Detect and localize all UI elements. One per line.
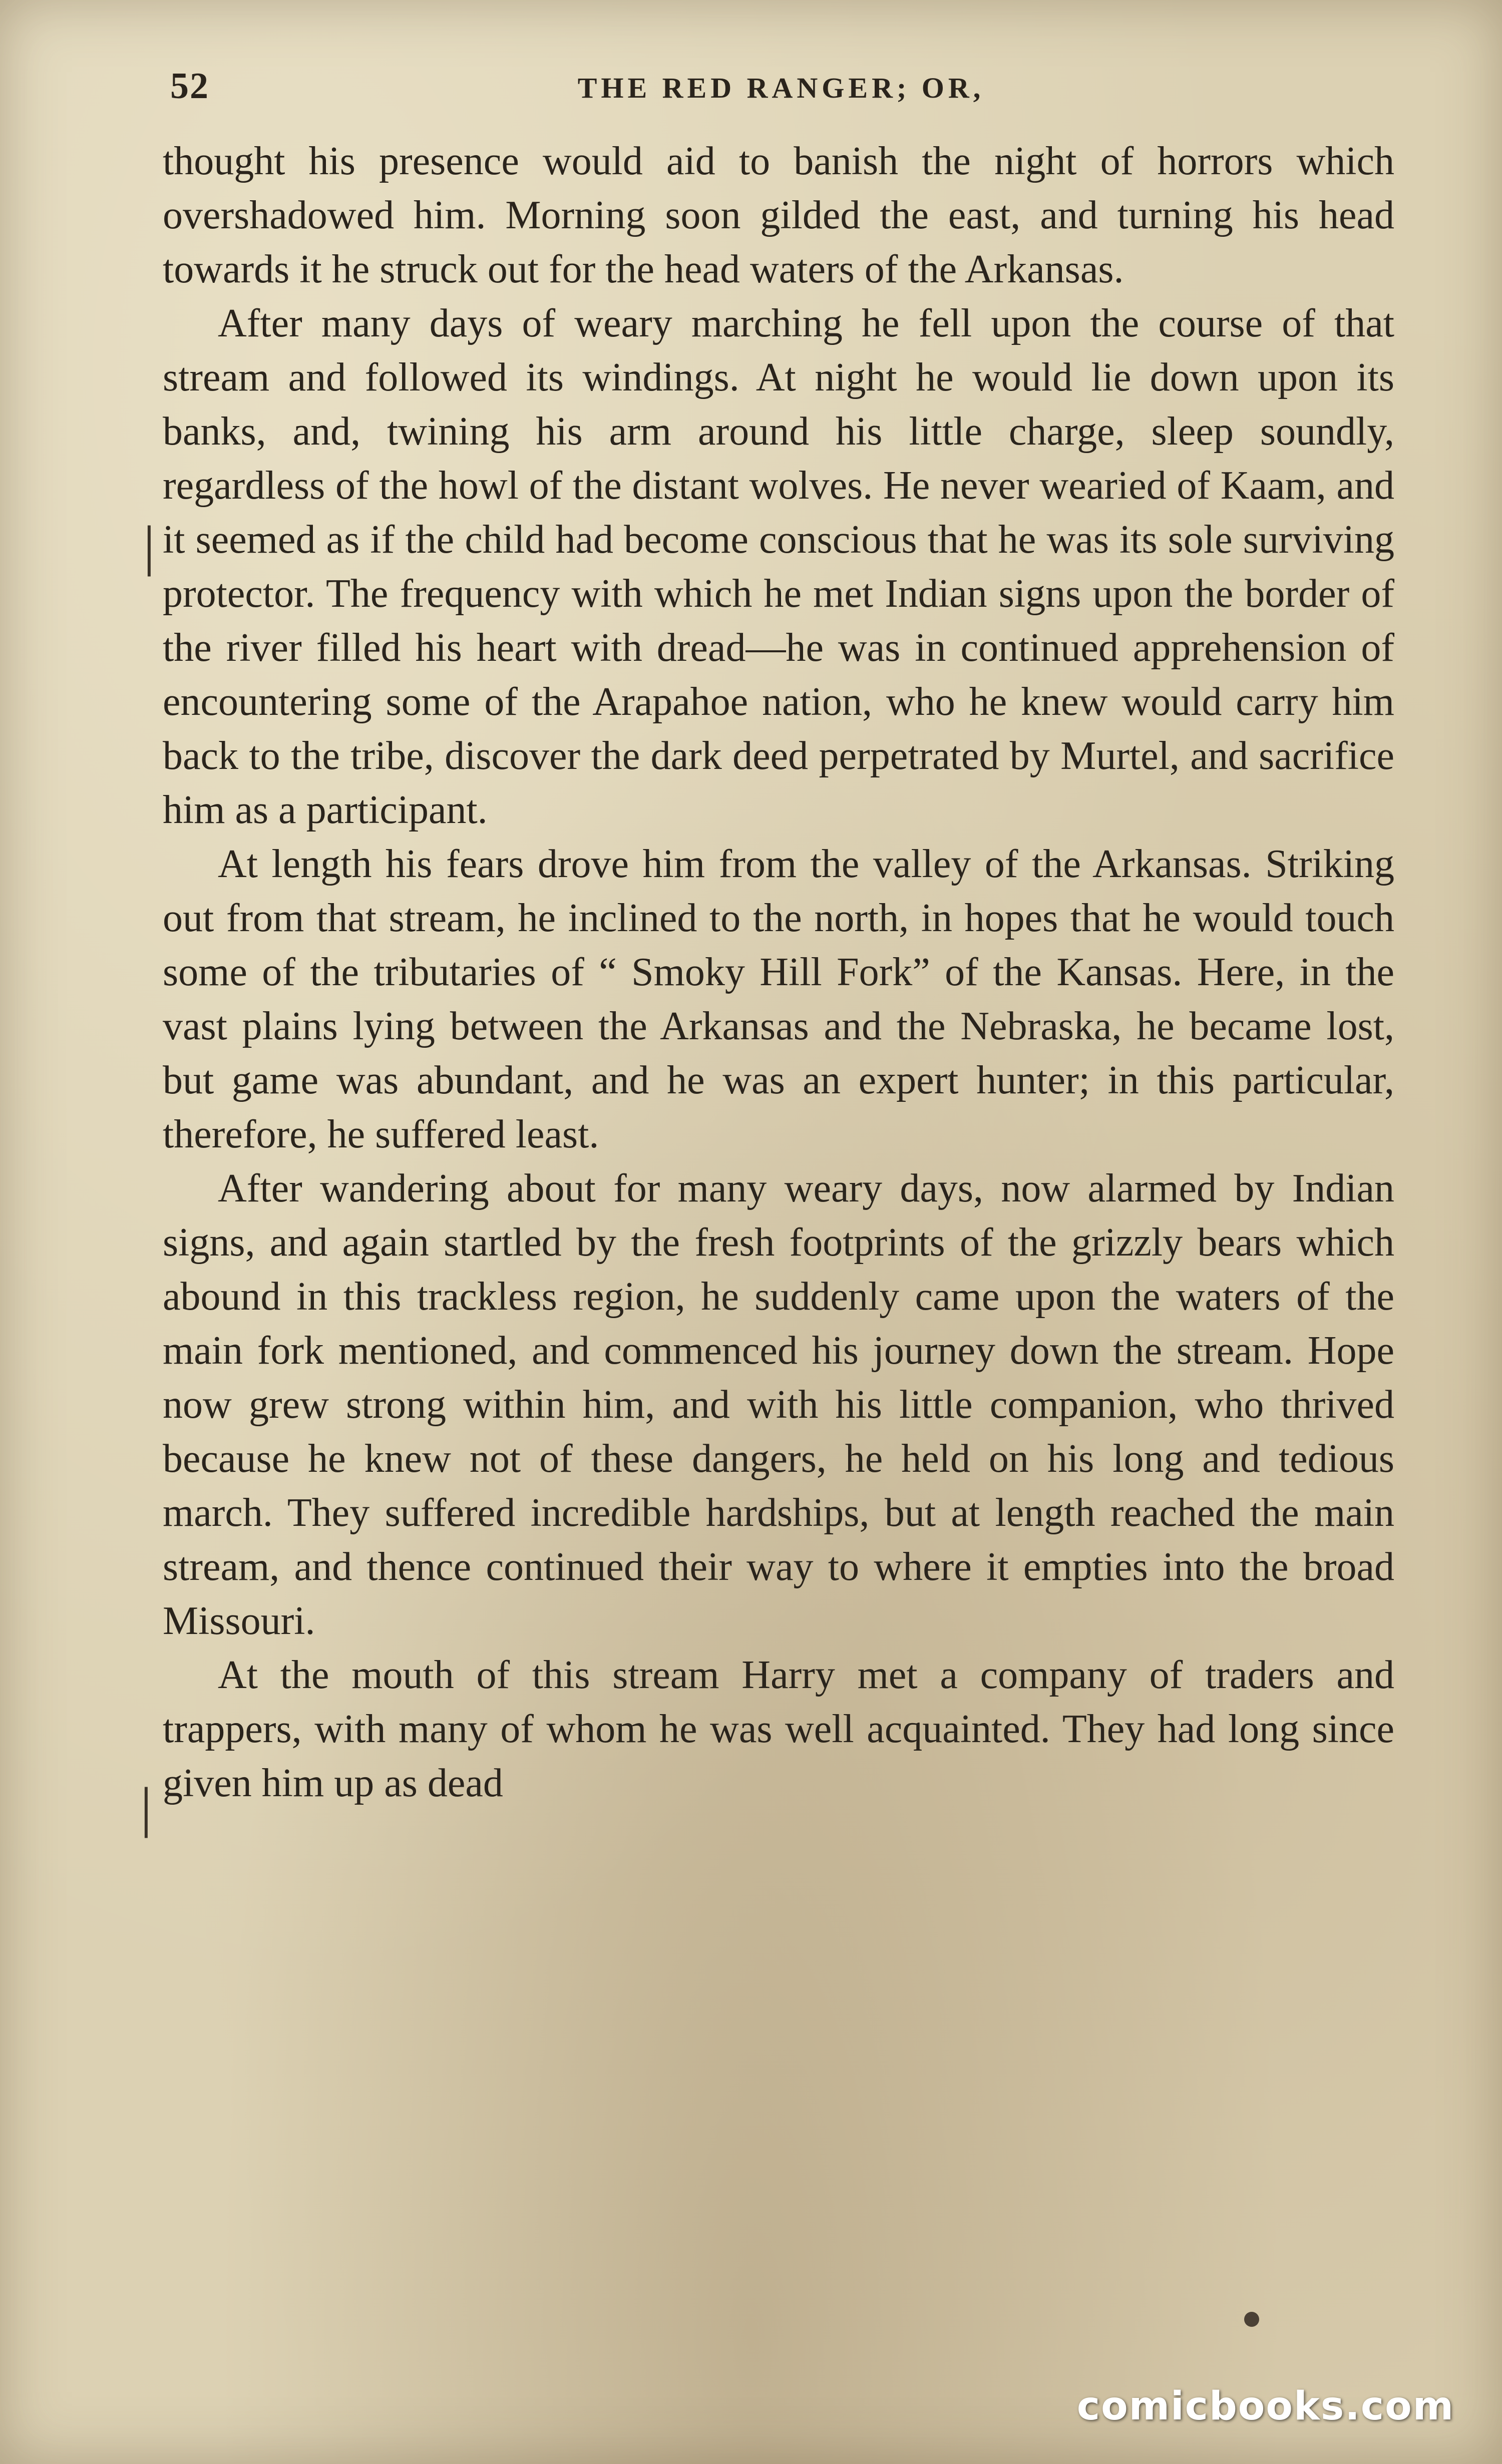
page-number: 52 <box>170 66 209 107</box>
paragraph-3: At length his fears drove him from the valley of the Arkansas. Striking out from that stream, he inclined to the north, in hopes that he would touch some of the tributaries of “ Smoky Hill Fork” of the Kansas. Here, in the vast plains lying between the Arkansas and the Nebraska, he became lost, but game was abundant, and he was an expert hunter; in this particular, therefore, he suffered least. <box>163 842 1394 1156</box>
ink-speck <box>1244 2312 1259 2327</box>
page-header <box>170 65 1392 120</box>
body-text <box>163 134 1394 1810</box>
paragraph-1: thought his presence would aid to banish the night of horrors which overshadowed him. Morning soon gilded the east, and turning his head towards it he struck out for the head waters of the Arkansas. <box>163 139 1394 291</box>
margin-pencil-mark: │ <box>131 1788 161 1835</box>
paragraph-4: After wandering about for many weary days, now alarmed by Indian signs, and again startled by the fresh footprints of the grizzly bears which abound in this trackless region, he suddenly came upon the waters of the main fork mentioned, and commenced his journey down the stream. Hope now grew strong within him, and with his little companion, who thrived because he knew not of these dangers, he held on his long and tedious march. They suffered incredible hardships, but at length reached the main stream, and thence continued their way to where it empties into the broad Missouri. <box>163 1166 1394 1643</box>
running-head: THE RED RANGER; OR, <box>577 72 985 104</box>
paragraph-2: After many days of weary marching he fell upon the course of that stream and followed its windings. At night he would lie down upon its banks, and, twining his arm around his little charge, sleep soundly, regardless of the howl of the distant wolves. He never wearied of Kaam, and it seemed as if the child had become conscious that he was its sole surviving protector. The frequency with which he met Indian signs upon the border of the river filled his heart with dread—he was in continued apprehension of encountering some of the Arapahoe nation, who he knew would carry him back to the tribe, discover the dark deed perpetrated by Murtel, and sacrifice him as a participant. <box>163 301 1394 832</box>
margin-pencil-mark: │ <box>134 527 164 573</box>
paragraph-5: At the mouth of this stream Harry met a company of traders and trappers, with many of whom he was well acquainted. They had long since given him up as dead <box>163 1653 1394 1805</box>
watermark: comicbooks.com <box>1076 2384 1454 2429</box>
